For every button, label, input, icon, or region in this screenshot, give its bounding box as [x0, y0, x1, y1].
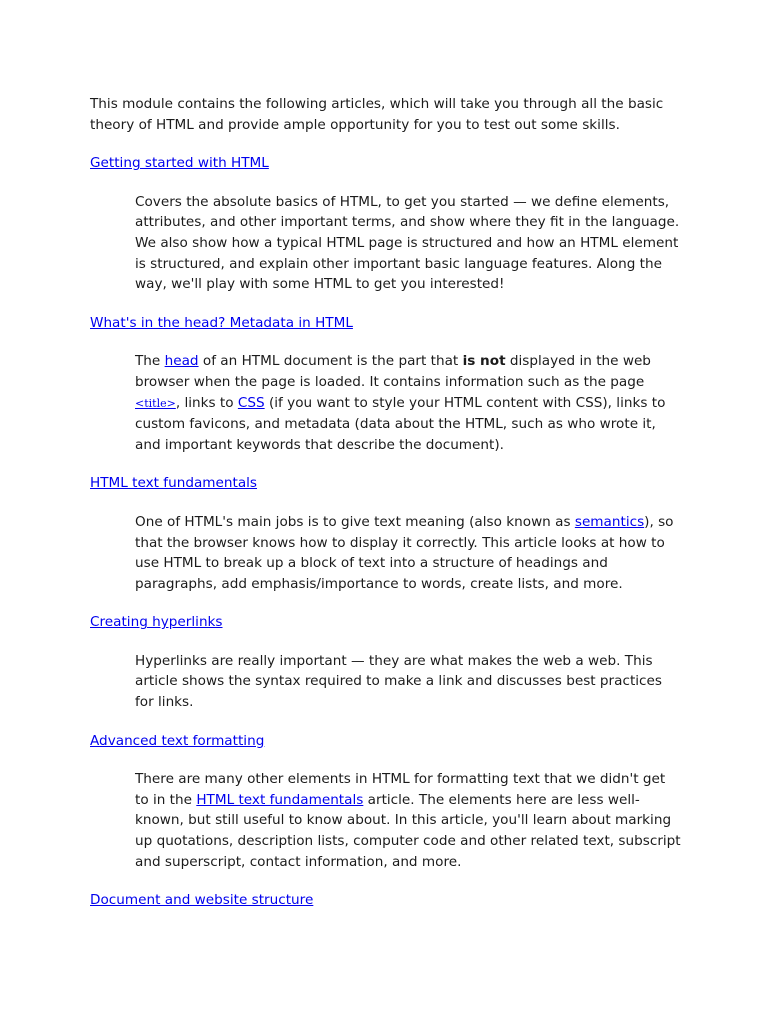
article-desc-hyperlinks: Hyperlinks are really important — they are what makes the web a web. This article shows the syntax required to make a link and discusses best practices for links.	[135, 652, 662, 711]
link-css[interactable]: CSS	[237, 394, 265, 411]
link-getting-started[interactable]: Getting started with HTML	[90, 155, 269, 172]
article-title-hyperlinks	[90, 612, 682, 633]
desc-text: The	[135, 353, 165, 370]
article-desc-metadata	[135, 351, 682, 455]
desc-text: There are many other elements in HTML for formatting text that we didn't get to in the	[135, 771, 666, 808]
desc-text: , links to	[175, 394, 238, 411]
desc-text: displayed in the web browser when the page is loaded. It contains information such as the page	[135, 353, 651, 390]
link-creating-hyperlinks[interactable]: Creating hyperlinks	[90, 614, 223, 631]
link-metadata[interactable]: What's in the head? Metadata in HTML	[90, 314, 353, 331]
link-html-text-fundamentals[interactable]: HTML text fundamentals	[196, 791, 364, 808]
link-semantics[interactable]: semantics	[574, 513, 645, 530]
article-desc-advanced-formatting	[135, 769, 682, 872]
article-title-text-fundamentals	[90, 473, 682, 494]
article-content	[90, 94, 682, 929]
link-text-fundamentals[interactable]: HTML text fundamentals	[90, 475, 258, 492]
article-title-getting-started	[90, 153, 682, 174]
article-desc-getting-started: Covers the absolute basics of HTML, to get you started — we define elements, attributes, and other important terms, and show where they fit in the language. We also show how a typical HTML page is structured and how an HTML element is structured, and explain other important basic language features. Along the way, we'll play with some HTML to get you interested!	[135, 193, 680, 293]
article-title-advanced-formatting	[90, 731, 682, 752]
link-document-structure[interactable]: Document and website structure	[90, 892, 314, 909]
desc-text: One of HTML's main jobs is to give text meaning (also known as	[135, 513, 575, 530]
link-title-element[interactable]: <title>	[135, 396, 176, 410]
desc-text: (if you want to style your HTML content with CSS), links to custom favicons, and metadata (data about the HTML, such as who wrote it, and important keywords that describe the document).	[135, 394, 666, 453]
article-list	[90, 153, 682, 911]
link-head[interactable]: head	[164, 353, 199, 370]
link-advanced-formatting[interactable]: Advanced text formatting	[90, 732, 265, 749]
emphasis-is-not: is not	[462, 353, 506, 370]
intro-paragraph: This module contains the following articles, which will take you through all the basic theory of HTML and provide ample opportunity for you to test out some skills.	[90, 96, 664, 133]
article-title-document-structure	[90, 890, 682, 911]
desc-text: ), so that the browser knows how to display it correctly. This article looks at how to use HTML to break up a block of text into a structure of headings and paragraphs, add emphasis/importance to words, create lists, and more.	[135, 513, 674, 592]
article-title-metadata	[90, 313, 682, 334]
desc-text: article. The elements here are less well-known, but still useful to know about. In this article, you'll learn about marking up quotations, description lists, computer code and other related text, subscript and superscript, contact information, and more.	[135, 791, 681, 870]
desc-text: of an HTML document is the part that	[198, 353, 463, 370]
article-desc-text-fundamentals	[135, 512, 682, 594]
